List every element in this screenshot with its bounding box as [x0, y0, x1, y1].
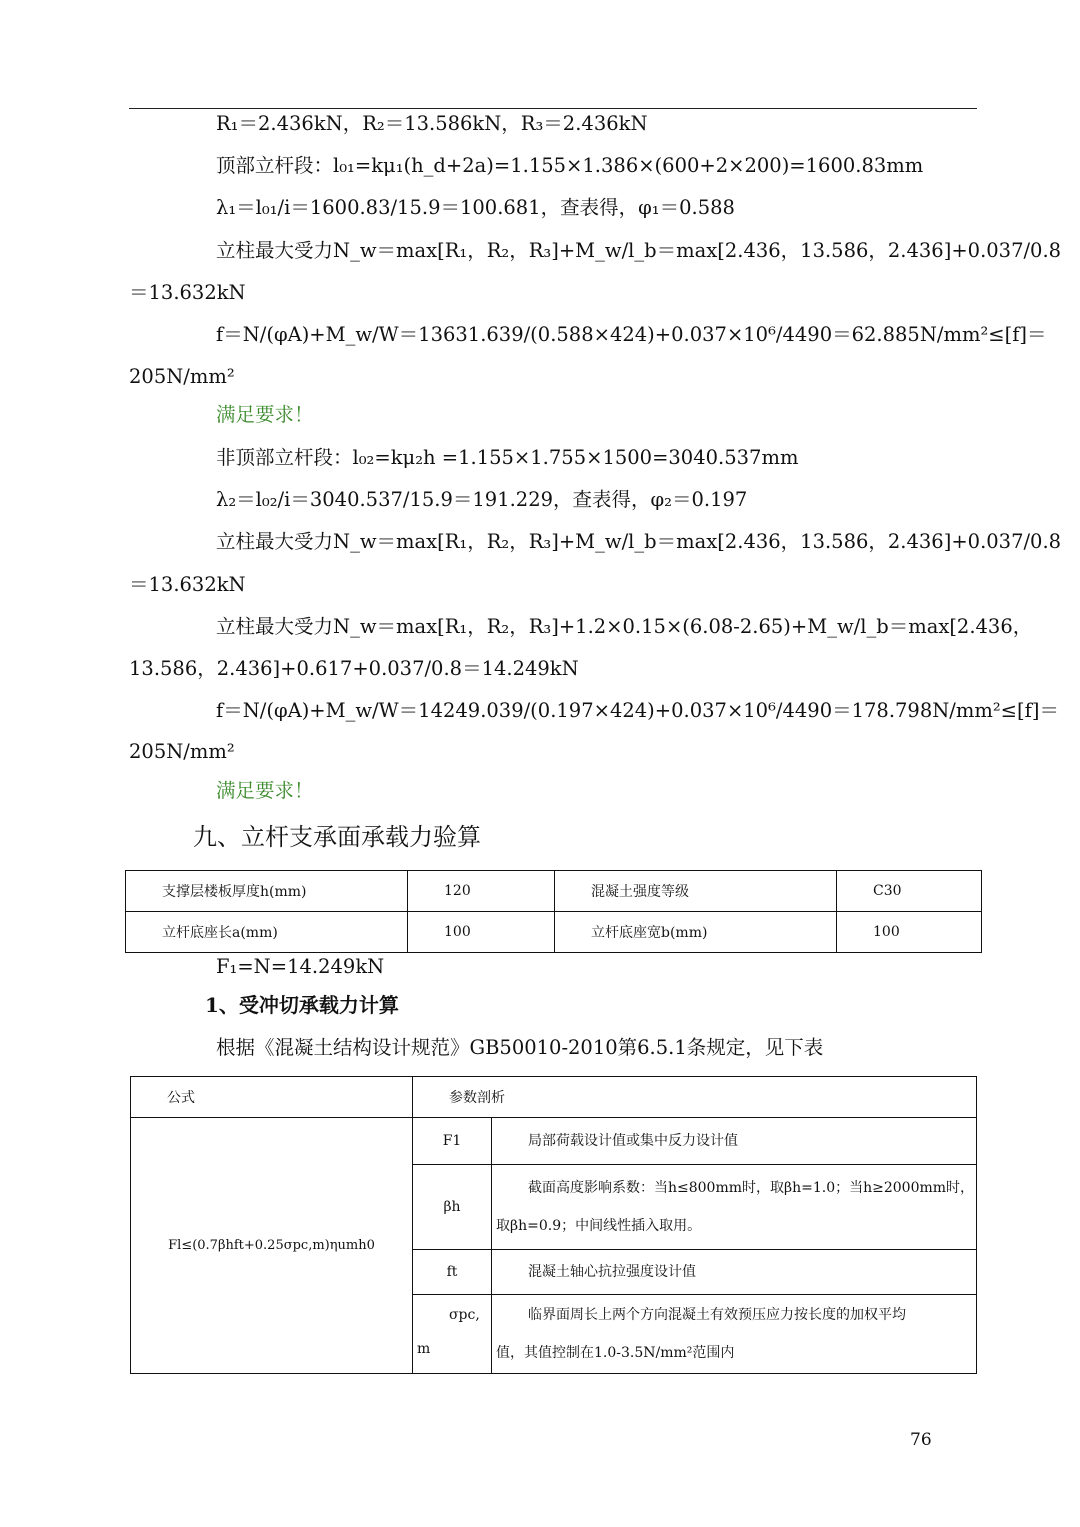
ok-label-1: 满足要求！ — [216, 403, 314, 426]
section-heading-9: 九、立杆支承面承载力验算 — [193, 823, 481, 851]
formula-cell: Fl≤(0.7βhft+0.25σpc,m)ηumh0 — [131, 1118, 413, 1374]
punching-formula-table — [130, 1076, 977, 1374]
table-cell: 120 — [408, 871, 555, 912]
page-number: 76 — [910, 1430, 932, 1450]
header-rule — [129, 108, 977, 109]
param-desc-line: 取βh=0.9；中间线性插入取用。 — [496, 1218, 702, 1234]
table-cell: 立杆底座宽b(mm) — [555, 912, 837, 953]
param-description: 混凝土轴心抗拉强度设计值 — [492, 1250, 977, 1295]
table-row — [126, 871, 982, 912]
table-row — [131, 1118, 977, 1165]
max-force-result-2: ＝13.632kN — [129, 573, 246, 596]
table-cell: 混凝土强度等级 — [555, 871, 837, 912]
support-params-table — [125, 870, 982, 953]
param-desc-line: 值，其值控制在1.0-3.5N/mm²范围内 — [496, 1345, 735, 1361]
max-force-result-3: 13.586，2.436]+0.617+0.037/0.8＝14.249kN — [129, 657, 579, 680]
top-slenderness: λ₁＝l₀₁/i＝1600.83/15.9＝100.681，查表得，φ₁＝0.588 — [216, 196, 735, 219]
table-cell: 立杆底座长a(mm) — [126, 912, 408, 953]
stress-limit-1: 205N/mm² — [129, 365, 235, 388]
load-f1: F₁=N=14.249kN — [216, 955, 385, 978]
max-force-line-1: 立柱最大受力N_w＝max[R₁，R₂，R₃]+M_w/l_b＝max[2.436，13.586，2.436]+0.037/0.8 — [216, 239, 1062, 262]
max-force-line-3: 立柱最大受力N_w＝max[R₁，R₂，R₃]+1.2×0.15×(6.08-2.65)+M_w/l_b＝max[2.436， — [216, 615, 1033, 638]
param-desc-line: 截面高度影响系数：当h≤800mm时，取βh=1.0；当h≥2000mm时， — [528, 1180, 975, 1196]
stress-check-1: f＝N/(φA)+M_w/W＝13631.639/(0.588×424)+0.037×10⁶/4490＝62.885N/mm²≤[f]＝ — [216, 323, 1047, 346]
param-symbol: βh — [413, 1165, 492, 1250]
params-header: 参数剖析 — [413, 1077, 977, 1118]
stress-check-2: f＝N/(φA)+M_w/W＝14249.039/(0.197×424)+0.037×10⁶/4490＝178.798N/mm²≤[f]＝ — [216, 699, 1059, 722]
table-cell: C30 — [837, 871, 982, 912]
param-symbol — [413, 1295, 492, 1374]
param-desc-line: 临界面周长上两个方向混凝土有效预压应力按长度的加权平均 — [528, 1307, 906, 1323]
nontop-pole-length: 非顶部立杆段：l₀₂=kμ₂h =1.155×1.755×1500=3040.537mm — [216, 446, 799, 469]
reaction-line: R₁＝2.436kN，R₂＝13.586kN，R₃＝2.436kN — [216, 112, 648, 135]
max-force-line-2: 立柱最大受力N_w＝max[R₁，R₂，R₃]+M_w/l_b＝max[2.436，13.586，2.436]+0.037/0.8 — [216, 530, 1062, 553]
max-force-result-1: ＝13.632kN — [129, 281, 246, 304]
param-symbol-part: m — [417, 1341, 431, 1357]
ok-label-2: 满足要求！ — [216, 779, 314, 802]
table-cell: 100 — [837, 912, 982, 953]
table-row — [131, 1077, 977, 1118]
top-pole-length: 顶部立杆段：l₀₁=kμ₁(h_d+2a)=1.155×1.386×(600+2×200)=1600.83mm — [216, 154, 924, 177]
nontop-slenderness: λ₂＝l₀₂/i＝3040.537/15.9＝191.229，查表得，φ₂＝0.197 — [216, 488, 748, 511]
param-description: 局部荷载设计值或集中反力设计值 — [492, 1118, 977, 1165]
table-cell: 100 — [408, 912, 555, 953]
formula-header: 公式 — [131, 1077, 413, 1118]
code-basis: 根据《混凝土结构设计规范》GB50010-2010第6.5.1条规定，见下表 — [216, 1036, 824, 1059]
param-description — [492, 1165, 977, 1250]
table-cell: 支撑层楼板厚度h(mm) — [126, 871, 408, 912]
param-symbol: ft — [413, 1250, 492, 1295]
subsection-heading-1: 1、受冲切承载力计算 — [205, 993, 399, 1017]
param-description — [492, 1295, 977, 1374]
table-row — [126, 912, 982, 953]
param-symbol: F1 — [413, 1118, 492, 1165]
stress-limit-2: 205N/mm² — [129, 740, 235, 763]
param-symbol-part: σpc, — [449, 1307, 480, 1323]
